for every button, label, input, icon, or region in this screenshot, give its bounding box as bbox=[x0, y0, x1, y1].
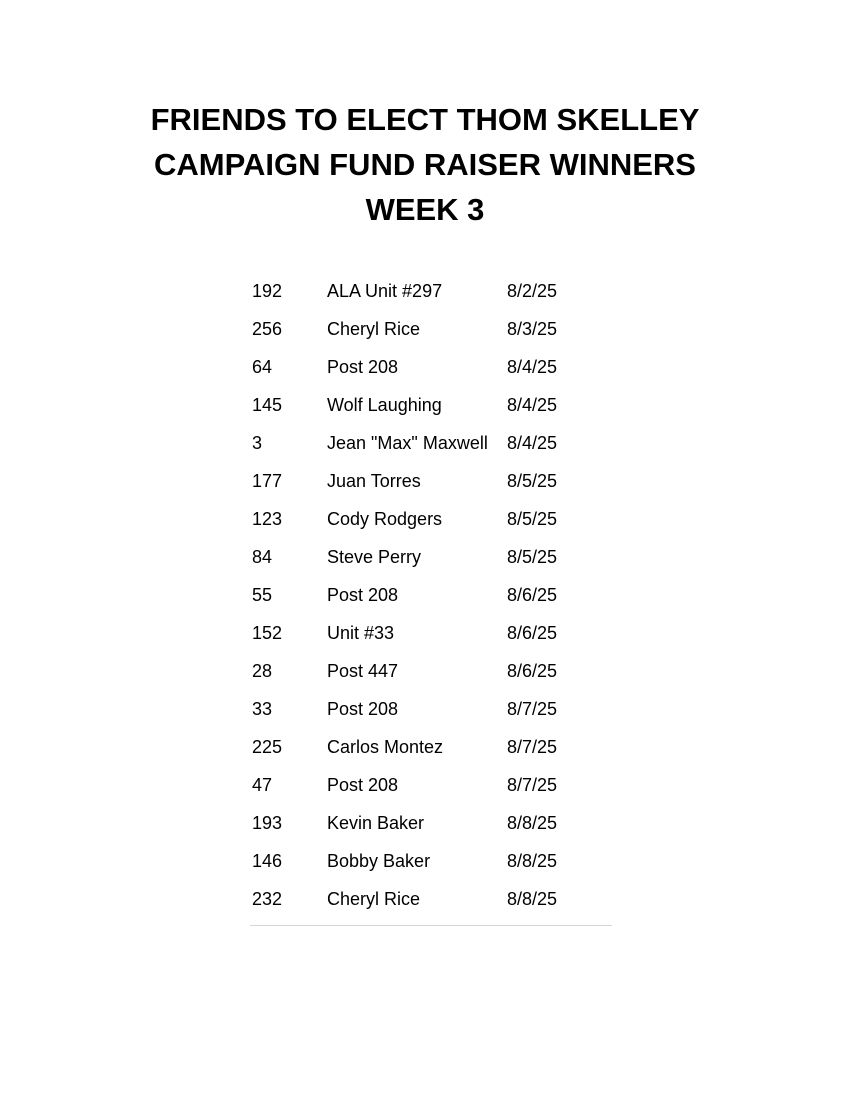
winner-number: 145 bbox=[252, 395, 283, 415]
winner-number: 55 bbox=[252, 585, 273, 605]
winner-row bbox=[250, 614, 612, 652]
winner-number: 64 bbox=[252, 357, 273, 377]
winner-number: 146 bbox=[252, 851, 283, 871]
winner-number: 28 bbox=[252, 661, 273, 681]
winner-row bbox=[250, 500, 612, 538]
winner-row bbox=[250, 880, 612, 918]
winner-date: 8/5/25 bbox=[507, 509, 558, 529]
winner-number: 33 bbox=[252, 699, 273, 719]
winner-name: Cody Rodgers bbox=[327, 509, 443, 529]
winner-date: 8/8/25 bbox=[507, 851, 558, 871]
winner-number: 192 bbox=[252, 281, 283, 301]
winner-date: 8/6/25 bbox=[507, 585, 558, 605]
winner-number: 152 bbox=[252, 623, 283, 643]
winner-row bbox=[250, 386, 612, 424]
winner-name: Cheryl Rice bbox=[327, 319, 421, 339]
winner-date: 8/5/25 bbox=[507, 547, 558, 567]
winner-number: 225 bbox=[252, 737, 283, 757]
winner-name: Unit #33 bbox=[327, 623, 395, 643]
winner-date: 8/5/25 bbox=[507, 471, 558, 491]
winner-row bbox=[250, 272, 612, 310]
winner-number: 256 bbox=[252, 319, 283, 339]
winner-name: ALA Unit #297 bbox=[327, 281, 443, 301]
winner-name: Cheryl Rice bbox=[327, 889, 421, 909]
page-title bbox=[0, 97, 850, 232]
winner-date: 8/8/25 bbox=[507, 813, 558, 833]
winner-name: Post 208 bbox=[327, 775, 399, 795]
winner-row bbox=[250, 728, 612, 766]
winner-date: 8/6/25 bbox=[507, 623, 558, 643]
winner-number: 193 bbox=[252, 813, 283, 833]
winner-date: 8/4/25 bbox=[507, 433, 558, 453]
winner-row bbox=[250, 462, 612, 500]
winner-number: 3 bbox=[252, 433, 263, 453]
winner-number: 232 bbox=[252, 889, 283, 909]
winner-date: 8/7/25 bbox=[507, 699, 558, 719]
winner-number: 177 bbox=[252, 471, 283, 491]
winner-row bbox=[250, 652, 612, 690]
winner-date: 8/7/25 bbox=[507, 737, 558, 757]
title-line-2: CAMPAIGN FUND RAISER WINNERS bbox=[154, 147, 696, 182]
winner-date: 8/8/25 bbox=[507, 889, 558, 909]
title-line-3: WEEK 3 bbox=[365, 192, 485, 227]
winner-row bbox=[250, 690, 612, 728]
winner-name: Post 208 bbox=[327, 699, 399, 719]
winner-row bbox=[250, 576, 612, 614]
winner-number: 123 bbox=[252, 509, 283, 529]
winner-row bbox=[250, 310, 612, 348]
winner-date: 8/7/25 bbox=[507, 775, 558, 795]
winner-name: Steve Perry bbox=[327, 547, 422, 567]
winner-name: Bobby Baker bbox=[327, 851, 431, 871]
winner-name: Wolf Laughing bbox=[327, 395, 442, 415]
winner-date: 8/6/25 bbox=[507, 661, 558, 681]
winner-date: 8/3/25 bbox=[507, 319, 558, 339]
winner-name: Post 447 bbox=[327, 661, 399, 681]
winner-row bbox=[250, 538, 612, 576]
winner-name: Kevin Baker bbox=[327, 813, 425, 833]
winner-row bbox=[250, 804, 612, 842]
winner-name: Post 208 bbox=[327, 357, 399, 377]
winner-number: 84 bbox=[252, 547, 273, 567]
winner-row bbox=[250, 348, 612, 386]
winners-table bbox=[250, 272, 612, 918]
winner-date: 8/2/25 bbox=[507, 281, 558, 301]
winner-row bbox=[250, 842, 612, 880]
winner-name: Carlos Montez bbox=[327, 737, 444, 757]
winner-name: Post 208 bbox=[327, 585, 399, 605]
winner-name: Jean "Max" Maxwell bbox=[327, 433, 488, 453]
winner-name: Juan Torres bbox=[327, 471, 421, 491]
winner-row bbox=[250, 424, 612, 462]
winner-date: 8/4/25 bbox=[507, 395, 558, 415]
winner-number: 47 bbox=[252, 775, 273, 795]
winner-row bbox=[250, 766, 612, 804]
winner-date: 8/4/25 bbox=[507, 357, 558, 377]
title-line-1: FRIENDS TO ELECT THOM SKELLEY bbox=[150, 102, 700, 137]
table-bottom-rule bbox=[250, 925, 612, 926]
